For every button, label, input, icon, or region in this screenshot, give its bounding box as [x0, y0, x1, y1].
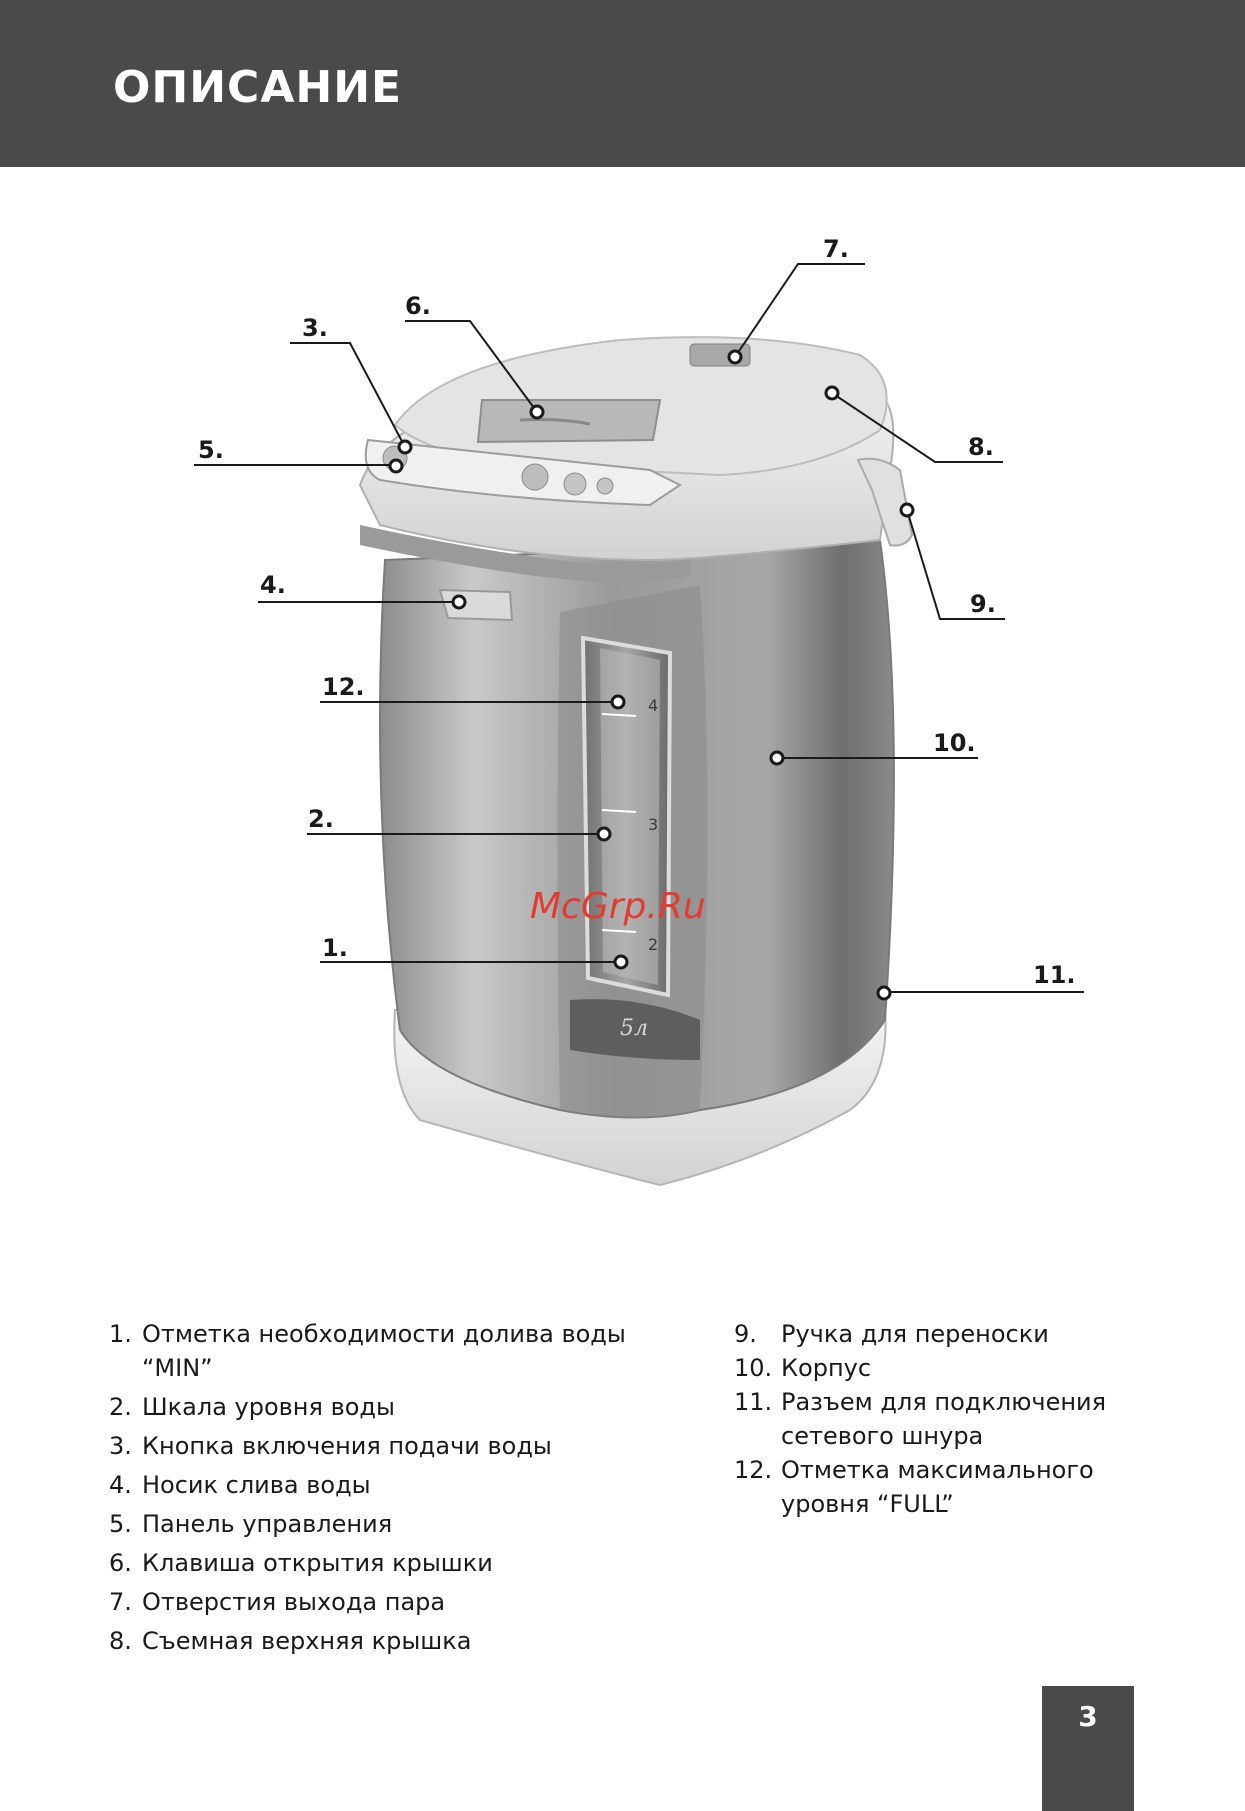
callout-3: 3. — [302, 314, 328, 342]
page-number: 3 — [1078, 1700, 1098, 1733]
list-item: 4. Носик слива воды — [109, 1471, 371, 1499]
list-item: 3. Кнопка включения подачи воды — [109, 1432, 552, 1460]
list-item: 9. Ручка для переноски — [734, 1320, 1049, 1348]
callout-6: 6. — [405, 292, 431, 320]
list-item: 10. Корпус — [734, 1354, 872, 1382]
scale-mark-3: 3 — [648, 815, 659, 834]
parts-list-left — [109, 1317, 629, 1663]
list-item: 8. Съемная верхняя крышка — [109, 1627, 472, 1655]
callout-5: 5. — [198, 436, 224, 464]
watermark: McGrp.Ru — [530, 886, 706, 927]
scale-mark-4: 4 — [648, 696, 659, 715]
callout-8: 8. — [968, 433, 994, 461]
list-item: 2. Шкала уровня воды — [109, 1393, 395, 1421]
callout-1: 1. — [322, 934, 348, 962]
callout-10: 10. — [933, 729, 976, 757]
callout-7: 7. — [823, 235, 849, 263]
callout-4: 4. — [260, 571, 286, 599]
list-item: 5. Панель управления — [109, 1510, 393, 1538]
list-item: 6. Клавиша открытия крышки — [109, 1549, 493, 1577]
callout-11: 11. — [1033, 961, 1076, 989]
list-item: 7. Отверстия выхода пара — [109, 1588, 446, 1616]
scale-mark-2: 2 — [648, 935, 659, 954]
page-number-box — [1042, 1686, 1134, 1811]
callout-2: 2. — [308, 805, 334, 833]
callout-12: 12. — [322, 673, 365, 701]
callout-9: 9. — [970, 590, 996, 618]
page-title: ОПИСАНИЕ — [113, 62, 403, 113]
list-item: 12. Отметка максимального уровня “FULL” — [734, 1456, 1094, 1518]
capacity-mark: 5л — [620, 1016, 649, 1041]
list-item: 1. Отметка необходимости долива воды “MIN” — [109, 1320, 626, 1382]
parts-list-right — [734, 1317, 1134, 1521]
product-image — [360, 337, 912, 1185]
list-item: 11. Разъем для подключения сетевого шнура — [734, 1388, 1107, 1450]
